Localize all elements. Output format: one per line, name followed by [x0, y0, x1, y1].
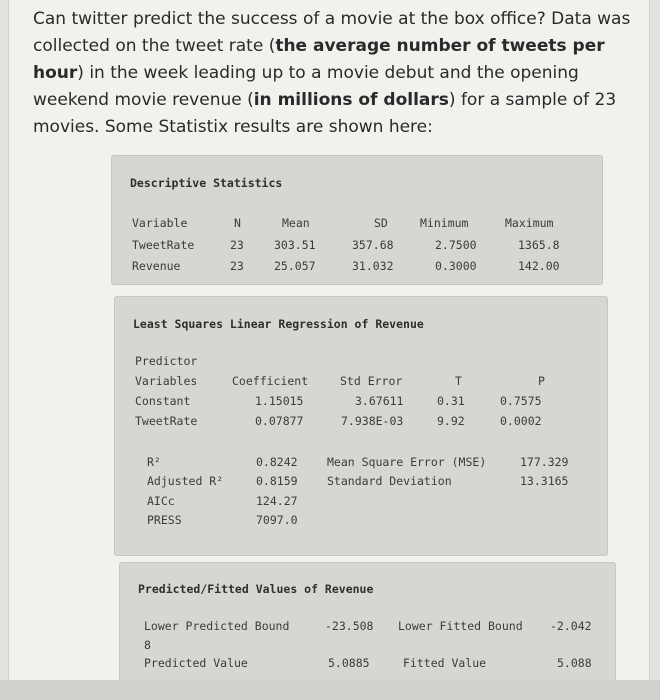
- reg-stat-r2-label: R²: [147, 455, 161, 469]
- desc-header-minimum: Minimum: [420, 216, 469, 230]
- desc-row1-n: 23: [230, 238, 244, 252]
- desc-row1-maximum: 1365.8: [518, 238, 560, 252]
- bottom-bar: [0, 680, 660, 700]
- desc-header-maximum: Maximum: [505, 216, 554, 230]
- reg-header-p: P: [538, 374, 545, 388]
- reg-row1-predictor: Constant: [135, 394, 191, 408]
- reg-mse-label: Mean Square Error (MSE): [327, 455, 487, 469]
- lower-fitted-bound-value: -2.042: [550, 619, 592, 633]
- desc-row2-sd: 31.032: [352, 259, 394, 273]
- question-part3: ) for a sample of 23 movies. Some Statistix results are shown here:: [33, 90, 617, 137]
- reg-sd-value: 13.3165: [520, 474, 569, 488]
- reg-header-t: T: [455, 374, 462, 388]
- predicted-values-box: [119, 562, 616, 681]
- reg-stat-press-label: PRESS: [147, 513, 182, 527]
- reg-header-coefficient: Coefficient: [232, 374, 309, 388]
- desc-header-n: N: [234, 216, 241, 230]
- desc-row2-variable: Revenue: [132, 259, 181, 273]
- reg-stat-aicc-label: AICc: [147, 494, 175, 508]
- reg-row2-p: 0.0002: [500, 414, 542, 428]
- reg-stat-aicc-value: 124.27: [256, 494, 298, 508]
- reg-stat-press-value: 7097.0: [256, 513, 298, 527]
- desc-row1-variable: TweetRate: [132, 238, 195, 252]
- reg-row1-std-error: 3.67611: [355, 394, 404, 408]
- reg-row2-t: 9.92: [437, 414, 465, 428]
- lower-predicted-bound-value: -23.508: [325, 619, 374, 633]
- reg-sd-label: Standard Deviation: [327, 474, 452, 488]
- predicted-value: 5.0885: [328, 656, 370, 670]
- desc-row1-mean: 303.51: [274, 238, 316, 252]
- reg-header-predictor: Predictor: [135, 354, 198, 368]
- desc-header-mean: Mean: [282, 216, 310, 230]
- reg-row1-p: 0.7575: [500, 394, 542, 408]
- reg-stat-adjr2-label: Adjusted R²: [147, 474, 224, 488]
- reg-stat-r2-value: 0.8242: [256, 455, 298, 469]
- reg-row2-coefficient: 0.07877: [255, 414, 304, 428]
- regression-title: Least Squares Linear Regression of Revenue: [133, 317, 424, 331]
- descriptive-statistics-box: [111, 155, 603, 285]
- reg-row1-t: 0.31: [437, 394, 465, 408]
- reg-row2-predictor: TweetRate: [135, 414, 198, 428]
- question-bold1: the average number of tweets per hour: [33, 36, 605, 83]
- question-part1: Can twitter predict the success of a movie at the box office? Data was collected on the tweet rate (: [33, 9, 631, 56]
- desc-row2-maximum: 142.00: [518, 259, 560, 273]
- desc-row1-minimum: 2.7500: [435, 238, 477, 252]
- page-sheet: [8, 0, 650, 700]
- desc-header-variable: Variable: [132, 216, 188, 230]
- desc-header-sd: SD: [374, 216, 388, 230]
- predicted-title: Predicted/Fitted Values of Revenue: [138, 582, 374, 596]
- desc-row2-minimum: 0.3000: [435, 259, 477, 273]
- reg-header-variables: Variables: [135, 374, 198, 388]
- desc-row1-sd: 357.68: [352, 238, 394, 252]
- question-text: [33, 6, 633, 141]
- desc-row2-mean: 25.057: [274, 259, 316, 273]
- reg-row2-std-error: 7.938E-03: [341, 414, 404, 428]
- lower-fitted-bound-label: Lower Fitted Bound: [398, 619, 523, 633]
- stray-digit: 8: [144, 638, 151, 652]
- lower-predicted-bound-label: Lower Predicted Bound: [144, 619, 290, 633]
- fitted-value-label: Fitted Value: [403, 656, 487, 670]
- reg-row1-coefficient: 1.15015: [255, 394, 304, 408]
- descriptive-title: Descriptive Statistics: [130, 176, 283, 190]
- reg-mse-value: 177.329: [520, 455, 569, 469]
- regression-box: [114, 296, 608, 556]
- question-part2: ) in the week leading up to a movie debut and the opening weekend movie revenue (: [33, 63, 579, 110]
- predicted-value-label: Predicted Value: [144, 656, 248, 670]
- reg-stat-adjr2-value: 0.8159: [256, 474, 298, 488]
- reg-header-std-error: Std Error: [340, 374, 403, 388]
- question-bold2: in millions of dollars: [253, 90, 449, 110]
- desc-row2-n: 23: [230, 259, 244, 273]
- fitted-value: 5.088: [557, 656, 592, 670]
